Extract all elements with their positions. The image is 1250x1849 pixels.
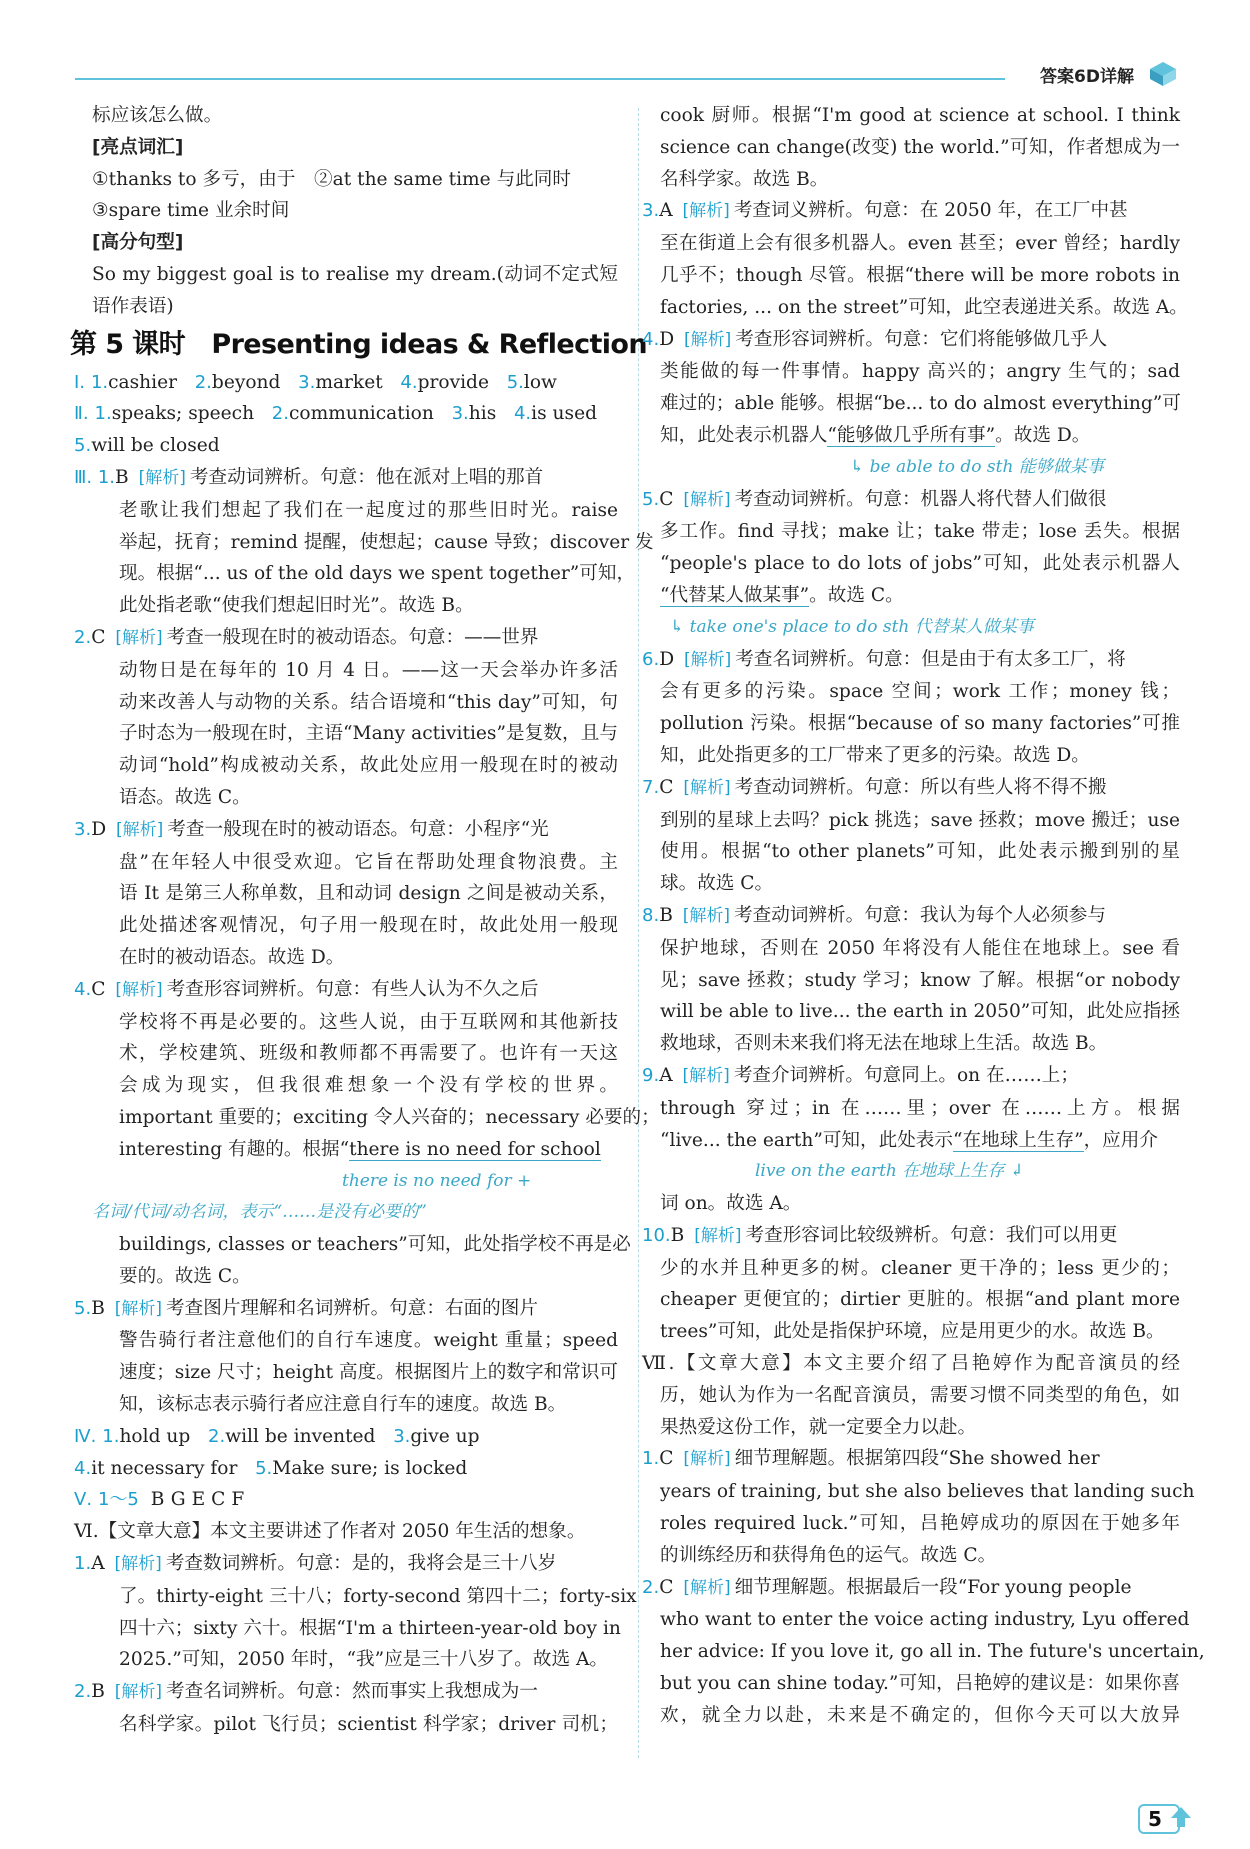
underlined-phrase: there is no need for school	[349, 1138, 601, 1160]
text-line: 学校将不再是必要的。这些人说，由于互联网和其他新技	[119, 1011, 618, 1033]
question-item: 10.B [解析] 考查形容词比较级辨析。句意：我们可以用更	[642, 1224, 1118, 1246]
text-line: trees”可知，此处是指保护环境，应是用更少的水。故选 B。	[660, 1321, 1165, 1343]
text-line: 速度；size 尺寸；height 高度。根据图片上的数字和常识可	[119, 1362, 618, 1384]
text-line: but you can shine today.”可知，吕艳婷的建议是：如果你喜	[660, 1673, 1180, 1695]
text-line: 欢，就全力以赴，未来是不确定的，但你今天可以大放异	[660, 1704, 1180, 1726]
text-line: 历，她认为作为一名配音演员，需要习惯不同类型的角色，如	[660, 1384, 1180, 1406]
text-line: her advice: If you love it, go all in. The future's uncertain,	[660, 1641, 1205, 1663]
question-item: 2.B [解析] 考查名词辨析。句意：然而事实上我想成为一	[74, 1681, 538, 1703]
text-line: 语态。故选 C。	[119, 786, 251, 808]
analysis-tag: [解析]	[684, 329, 732, 350]
text-line: 知，此处表示机器人“能够做几乎所有事”。故选 D。	[660, 424, 1091, 446]
text-line: 在时的被动语态。故选 D。	[119, 946, 345, 968]
question-item: 1.A [解析] 考查数词辨析。句意：是的，我将会是三十八岁	[74, 1553, 557, 1575]
question-item: 1.C [解析] 细节理解题。根据第四段“She showed her	[642, 1448, 1100, 1470]
question-item: 2.C [解析] 细节理解题。根据最后一段“For young people	[642, 1576, 1132, 1598]
analysis-tag: [解析]	[114, 1682, 163, 1703]
text-line: 要的。故选 C。	[119, 1265, 251, 1287]
text-line: 语作表语)	[92, 295, 174, 317]
answer-row-2: Ⅱ. 1.speaks; speech 2.communication 3.his 4.is used	[74, 403, 597, 425]
analysis-tag: [解析]	[683, 1577, 731, 1598]
text-line: 动词“hold”构成被动关系，故此处应用一般现在时的被动	[119, 755, 618, 777]
question-item: Ⅲ. 1.B [解析] 考查动词辨析。句意：他在派对上唱的那首	[74, 466, 544, 488]
section-summary: Ⅵ.【文章大意】本文主要讲述了作者对 2050 年生活的想象。	[74, 1521, 586, 1543]
question-item: 8.B [解析] 考查动词辨析。句意：我认为每个人必须参与	[642, 904, 1106, 926]
header-rule	[75, 78, 1005, 80]
answer-row-2b: 5.will be closed	[74, 435, 220, 457]
text-line: 词 on。故选 A。	[660, 1193, 802, 1215]
text-line: buildings, classes or teachers”可知，此处指学校不再是必	[119, 1234, 631, 1256]
analysis-tag: [解析]	[115, 979, 163, 1000]
text-line: 警告骑行者注意他们的自行车速度。weight 重量；speed	[119, 1330, 618, 1352]
text-line: 至在街道上会有很多机器人。even 甚至；ever 曾经；hardly	[660, 233, 1180, 255]
analysis-tag: [解析]	[116, 819, 164, 840]
lesson-title: 第 5 课时 Presenting ideas & Reflection	[70, 328, 648, 360]
analysis-tag: [解析]	[682, 905, 731, 926]
underlined-phrase: “代替某人做某事”	[660, 584, 810, 606]
text-line: 语 It 是第三人称单数，且和动词 design 之间是被动关系，	[119, 883, 618, 905]
text-line: 名科学家。pilot 飞行员；scientist 科学家；driver 司机；	[119, 1714, 618, 1736]
text-line: 知，该标志表示骑行者应注意自行车的速度。故选 B。	[119, 1394, 567, 1416]
handwritten-note: 名词/代词/动名词，表示“……是没有必要的”	[92, 1202, 427, 1223]
analysis-tag: [解析]	[684, 649, 732, 670]
text-line: 2025.”可知，2050 年时，“我”应是三十八岁了。故选 A。	[119, 1649, 609, 1671]
text-line: 到别的星球上去吗？pick 挑选；save 拯救；move 搬迁；use	[660, 809, 1180, 831]
text-line: 会成为现实，但我很难想象一个没有学校的世界。	[119, 1075, 618, 1097]
question-item: 4.D [解析] 考查形容词辨析。句意：它们将能够做几乎人	[642, 328, 1108, 350]
text-line: 见；save 拯救；study 学习；know 了解。根据“or nobody	[660, 969, 1180, 991]
text-line: 盘”在年轻人中很受欢迎。它旨在帮助处理食物浪费。主	[119, 851, 618, 873]
text-line: ①thanks to 多亏，由于 ②at the same time 与此同时	[92, 168, 571, 190]
text-line: 救地球，否则未来我们将无法在地球上生活。故选 B。	[660, 1033, 1108, 1055]
left-column	[70, 100, 660, 1741]
text-line: important 重要的；exciting 令人兴奋的；necessary 必要的；	[119, 1106, 660, 1128]
text-line: 动来改善人与动物的关系。结合语境和“this day”可知，句	[119, 691, 618, 713]
text-line: 球。故选 C。	[660, 873, 774, 895]
text-line: 果热爱这份工作，就一定要全力以赴。	[660, 1416, 977, 1438]
text-line: 四十六；sixty 六十。根据“I'm a thirteen-year-old boy in	[119, 1617, 621, 1639]
analysis-tag: [解析]	[114, 1554, 162, 1575]
text-line: 此处描述客观情况，句子用一般现在时，故此处用一般现	[119, 915, 618, 937]
curved-arrow-icon: ↳	[850, 456, 870, 477]
handwritten-note: live on the earth 在地球上生存 ↲	[755, 1161, 1024, 1182]
text-line: “代替某人做某事”。故选 C。	[660, 584, 904, 606]
handwritten-note: ↳ be able to do sth 能够做某事	[850, 456, 1104, 477]
analysis-tag: [解析]	[114, 1298, 163, 1319]
text-line: 动物日是在每年的 10 月 4 日。——这一天会举办许多活	[119, 659, 618, 681]
text-line: who want to enter the voice acting industry, Lyu offered	[660, 1609, 1190, 1631]
text-line: ③spare time 业余时间	[92, 200, 290, 222]
page-arrow-icon	[1170, 1805, 1192, 1829]
analysis-tag: [解析]	[683, 1449, 731, 1470]
text-line: 几乎不；though 尽管。根据“there will be more robots in	[660, 264, 1180, 286]
text-line: 类能做的每一件事情。happy 高兴的；angry 生气的；sad	[660, 361, 1180, 383]
underlined-phrase: “能够做几乎所有事”	[827, 424, 996, 446]
text-line: 现。根据“... us of the old days we spent together”可知，	[119, 563, 636, 585]
question-item: 4.C [解析] 考查形容词辨析。句意：有些人认为不久之后	[74, 978, 539, 1000]
text-line: 难过的；able 能够。根据“be... to do almost everything”可	[660, 393, 1181, 415]
text-line: 举起，抚育；remind 提醒，使想起；cause 导致；discover 发	[119, 531, 654, 553]
text-line: 保护地球，否则在 2050 年将没有人能住在地球上。see 看	[660, 937, 1180, 959]
curved-arrow-icon: ↳	[670, 616, 690, 637]
question-item: 9.A [解析] 考查介词辨析。句意同上。on 在……上；	[642, 1064, 1079, 1086]
analysis-tag: [解析]	[683, 489, 731, 510]
handwritten-note: there is no need for +	[342, 1170, 532, 1191]
text-line: cook 厨师。根据“I'm good at science at school. I think	[660, 105, 1180, 126]
question-item: 5.C [解析] 考查动词辨析。句意：机器人将代替人们做很	[642, 488, 1107, 510]
text-line: pollution 污染。根据“because of so many factories”可推	[660, 713, 1180, 735]
text-line: factories, ... on the street”可知，此空表递进关系。故选 A。	[660, 296, 1188, 318]
text-line: years of training, but she also believes that landing such	[660, 1481, 1195, 1503]
analysis-tag: [解析]	[683, 777, 731, 798]
text-line: 标应该怎么做。	[92, 105, 223, 126]
text-line: science can change(改变) the world.”可知，作者想成为一	[660, 136, 1180, 158]
analysis-tag: [解析]	[682, 201, 730, 222]
question-item: 6.D [解析] 考查名词辨析。句意：但是由于有太多工厂，将	[642, 648, 1126, 670]
text-line: “live... the earth”可知，此处表示“在地球上生存”，应用介	[660, 1129, 1158, 1151]
text-line: 了。thirty-eight 三十八；forty-second 第四十二；forty-six	[119, 1585, 637, 1607]
answer-row-4: Ⅳ. 1.hold up 2.will be invented 3.give up	[74, 1425, 480, 1447]
answer-row-4b: 4.it necessary for 5.Make sure; is locked	[74, 1457, 468, 1479]
text-line: cheaper 更便宜的；dirtier 更脏的。根据“and plant more	[660, 1289, 1180, 1311]
text-line: through 穿过；in 在……里；over 在……上方。根据	[660, 1097, 1180, 1119]
answer-row-1: Ⅰ. 1.cashier 2.beyond 3.market 4.provide 5.low	[74, 371, 557, 393]
text-line: “people's place to do lots of jobs”可知，此处表示机器人	[660, 553, 1180, 575]
text-line: So my biggest goal is to realise my dream.(动词不定式短	[92, 263, 618, 285]
book-logo-icon	[1148, 60, 1178, 88]
question-item: 3.A [解析] 考查词义辨析。句意：在 2050 年，在工厂中甚	[642, 200, 1128, 222]
text-line: 少的水并且种更多的树。cleaner 更干净的；less 更少的；	[660, 1257, 1180, 1279]
text-line: 名科学家。故选 B。	[660, 168, 829, 190]
answer-row-5: Ⅴ. 1～5 BGECF	[74, 1489, 251, 1511]
text-line: interesting 有趣的。根据“there is no need for school	[119, 1138, 601, 1160]
section-heading: [亮点词汇]	[92, 136, 184, 158]
handwritten-note: ↳ take one's place to do sth 代替某人做某事	[670, 616, 1034, 637]
analysis-tag: [解析]	[138, 467, 186, 488]
text-line: 使用。根据“to other planets”可知，此处表示搬到别的星	[660, 841, 1180, 863]
right-column	[642, 100, 1205, 1732]
text-line: 老歌让我们想起了我们在一起度过的那些旧时光。raise	[119, 499, 618, 521]
analysis-tag: [解析]	[682, 1065, 730, 1086]
analysis-tag: [解析]	[115, 627, 163, 648]
text-line: 子时态为一般现在时，主语“Many activities”是复数，且与	[119, 723, 618, 745]
question-item: 3.D [解析] 考查一般现在时的被动语态。句意：小程序“光	[74, 818, 549, 840]
text-line: 多工作。find 寻找；make 让；take 带走；lose 丢失。根据	[660, 521, 1180, 543]
text-line: 此处指老歌“使我们想起旧时光”。故选 B。	[119, 595, 474, 617]
page-number: 5	[1138, 1804, 1180, 1834]
question-item: 2.C [解析] 考查一般现在时的被动语态。句意：——世界	[74, 626, 539, 648]
text-line: roles required luck.”可知，吕艳婷成功的原因在于她多年	[660, 1513, 1180, 1535]
curved-arrow-icon: ↲	[1004, 1161, 1024, 1182]
page-header	[0, 58, 1250, 98]
section-summary: Ⅶ.【文章大意】本文主要介绍了吕艳婷作为配音演员的经	[642, 1353, 1180, 1375]
text-line: 知，此处指更多的工厂带来了更多的污染。故选 D。	[660, 744, 1090, 766]
text-line: 的训练经历和获得角色的运气。故选 C。	[660, 1544, 997, 1566]
text-line: 术，学校建筑、班级和教师都不再需要了。也许有一天这	[119, 1043, 618, 1065]
header-label: 答案6D详解	[1040, 67, 1134, 87]
question-item: 5.B [解析] 考查图片理解和名词辨析。句意：右面的图片	[74, 1297, 538, 1319]
analysis-tag: [解析]	[694, 1225, 742, 1246]
text-line: will be able to live... the earth in 2050”可知，此处应指拯	[660, 1001, 1180, 1023]
section-heading: [高分句型]	[92, 232, 184, 254]
underlined-phrase: “在地球上生存”	[953, 1129, 1084, 1151]
question-item: 7.C [解析] 考查动词辨析。句意：所以有些人将不得不搬	[642, 776, 1107, 798]
text-line: 会有更多的污染。space 空间；work 工作；money 钱；	[660, 681, 1180, 703]
